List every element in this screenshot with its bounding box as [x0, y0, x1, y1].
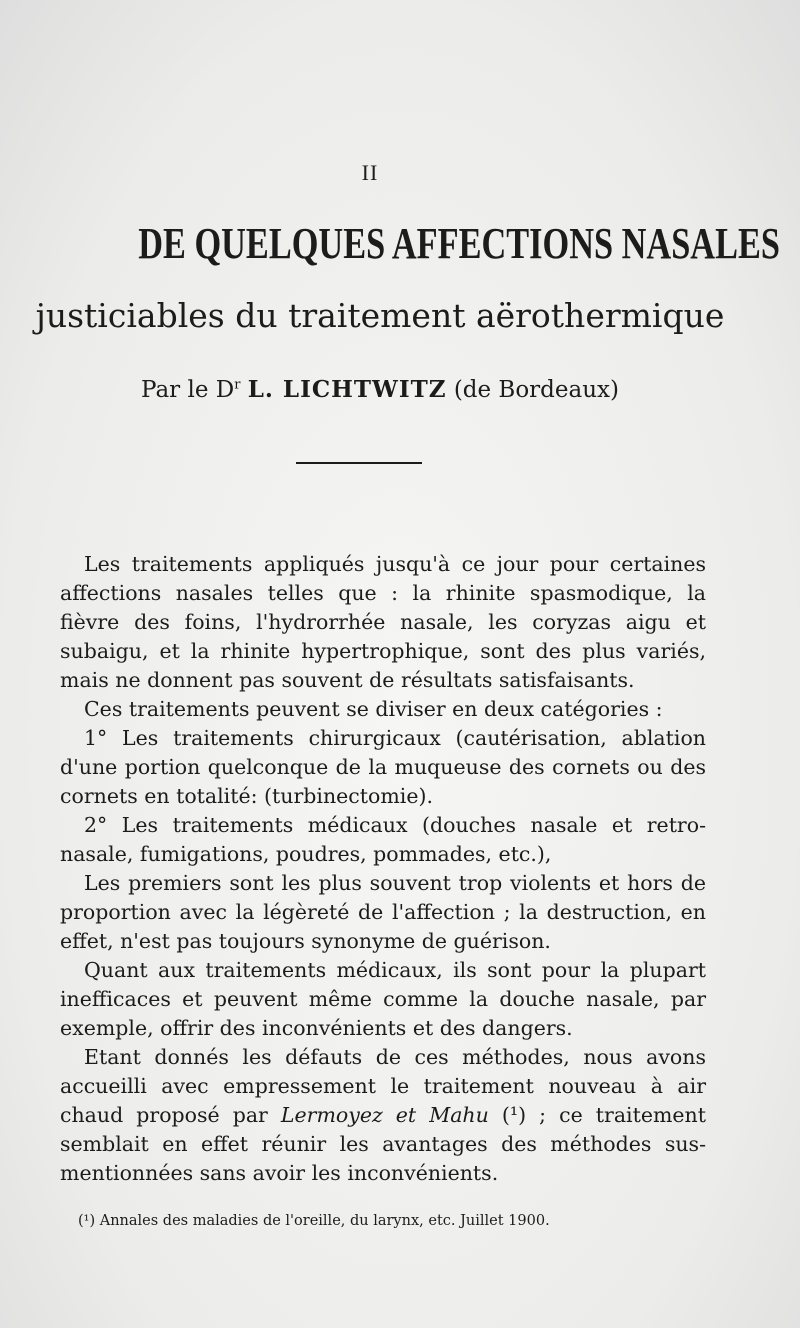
author-line [0, 376, 760, 403]
footnote-reference: (¹) [501, 1103, 527, 1127]
paragraph-text-after: ; ce traitement semblait en effet réunir les avantages des méthodes sus-mentionnées sans avoir les inconvénients. [60, 1103, 706, 1185]
author-place: (de Bordeaux) [453, 377, 619, 403]
paragraph: Les premiers sont les plus souvent trop violents et hors de proportion avec la légèreté de l'affection ; la destruction, en effet, n'est pas toujours synonyme de guérison. [60, 871, 706, 953]
paragraph: 1° Les traitements chirurgicaux (cautérisation, ablation d'une portion quelconque de la muqueuse des cornets ou des cornets en totalité: (turbinectomie). [60, 726, 706, 808]
author-prefix: Par le D [141, 377, 235, 403]
article-body [60, 550, 706, 1188]
paragraph-text-before: Etant donnés les défauts de ces méthodes, nous avons accueilli avec empressement le traitement nouveau à air chaud proposé par [60, 1045, 706, 1127]
paragraph: Quant aux traitements médicaux, ils sont pour la plupart inefficaces et peuvent même comme la douche nasale, par exemple, offrir des inconvénients et des dangers. [60, 958, 706, 1040]
article-subtitle: justiciables du traitement aërothermique [35, 296, 725, 335]
title-separator-rule [296, 462, 422, 464]
article-title: DE QUELQUES AFFECTIONS NASALES [138, 219, 780, 268]
author-prefix-sup: r [234, 377, 241, 393]
author-name: L. LICHTWITZ [247, 376, 447, 403]
footnote: (¹) Annales des maladies de l'oreille, du larynx, etc. Juillet 1900. [78, 1213, 550, 1229]
paragraph: 2° Les traitements médicaux (douches nasale et retro-nasale, fumigations, poudres, pommades, etc.), [60, 813, 706, 866]
cited-authors: Lermoyez et Mahu [280, 1103, 489, 1127]
chapter-number: II [361, 160, 379, 185]
paragraph: Ces traitements peuvent se diviser en deux catégories : [84, 697, 663, 721]
paragraph-last [60, 1043, 706, 1188]
paragraph: Les traitements appliqués jusqu'à ce jour pour certaines affections nasales telles que : la rhinite spasmodique, la fièvre des foins, l'hydrorrhée nasale, les coryzas aigu et subaigu, et la rhinite hypertrophique, sont des plus variés, mais ne donnent pas souvent de résultats satisfaisants. [60, 552, 706, 692]
